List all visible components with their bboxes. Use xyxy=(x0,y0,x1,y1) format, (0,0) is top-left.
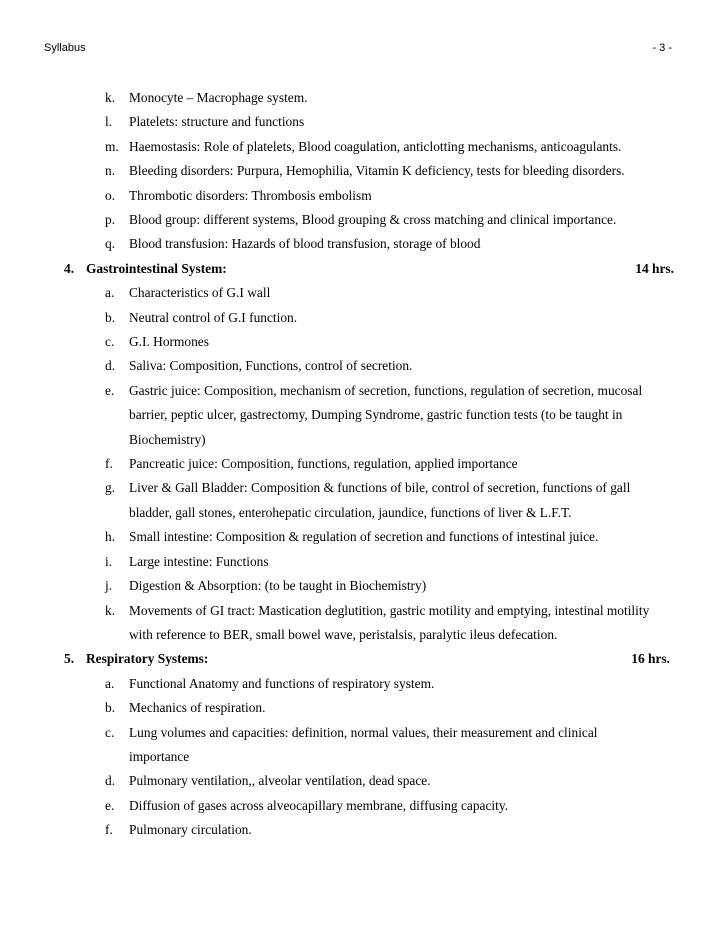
item-letter: k. xyxy=(105,90,116,105)
item-text: bladder, gall stones, enterohepatic circulation, jaundice, functions of liver & L.F.T. xyxy=(129,504,572,520)
item-letter: c. xyxy=(105,334,115,350)
list-item xyxy=(0,794,728,818)
item-text: Diffusion of gases across alveocapillary membrane, diffusing capacity. xyxy=(129,797,509,813)
item-text: Monocyte – Macrophage system. xyxy=(129,90,308,105)
item-letter: p. xyxy=(105,212,116,228)
section-heading-respiratory xyxy=(0,647,728,671)
item-text: Bleeding disorders: Purpura, Hemophilia, Vitamin K deficiency, tests for bleeding disorders. xyxy=(129,163,625,179)
item-text: Platelets: structure and functions xyxy=(129,114,305,130)
item-text: Liver & Gall Bladder: Composition & functions of bile, control of secretion, functions of gall xyxy=(129,480,631,496)
item-letter: a. xyxy=(105,675,115,691)
list-item xyxy=(0,184,728,208)
item-text: Pulmonary ventilation,, alveolar ventilation, dead space. xyxy=(129,773,431,789)
syllabus-content xyxy=(0,86,728,843)
item-text: Gastric juice: Composition, mechanism of secretion, functions, regulation of secretion, mucosal xyxy=(129,382,643,398)
item-letter: m. xyxy=(105,138,119,154)
item-text: Biochemistry) xyxy=(129,431,206,447)
list-item xyxy=(0,86,728,110)
item-text: with reference to BER, small bowel wave, peristalsis, paralytic ileus defecation. xyxy=(129,626,558,642)
item-letter: h. xyxy=(105,529,116,545)
list-item xyxy=(0,379,728,452)
list-item xyxy=(0,135,728,159)
list-item xyxy=(0,452,728,476)
item-text: Mechanics of respiration. xyxy=(129,700,266,716)
item-text: Movements of GI tract: Mastication deglutition, gastric motility and emptying, intestinal motility xyxy=(129,602,650,618)
section-hours: 16 hrs. xyxy=(631,651,670,667)
item-letter: f. xyxy=(105,456,113,472)
section-heading-gastrointestinal xyxy=(0,257,728,281)
list-item xyxy=(0,599,728,648)
item-letter: o. xyxy=(105,187,116,203)
list-item xyxy=(0,110,728,134)
item-text: Neutral control of G.I function. xyxy=(129,309,298,325)
item-letter: e. xyxy=(105,382,115,398)
list-item xyxy=(0,281,728,305)
item-letter: i. xyxy=(105,553,113,569)
item-letter: n. xyxy=(105,163,116,179)
list-item xyxy=(0,818,728,842)
section-hours: 14 hrs. xyxy=(635,260,674,276)
list-item xyxy=(0,208,728,232)
item-letter: q. xyxy=(105,236,116,252)
item-letter: b. xyxy=(105,700,116,716)
item-letter: d. xyxy=(105,773,116,789)
list-item xyxy=(0,672,728,696)
item-text: G.I. Hormones xyxy=(129,334,209,350)
item-text: Digestion & Absorption: (to be taught in Biochemistry) xyxy=(129,578,427,594)
header-title: Syllabus xyxy=(44,42,86,54)
page-header xyxy=(44,42,672,58)
item-letter: d. xyxy=(105,358,116,374)
item-letter: k. xyxy=(105,602,116,618)
page-number: - 3 - xyxy=(652,42,672,54)
item-text: Lung volumes and capacities: definition, normal values, their measurement and clinical xyxy=(129,724,598,740)
item-letter: e. xyxy=(105,797,115,813)
item-text: Saliva: Composition, Functions, control of secretion. xyxy=(129,358,413,374)
item-text: Blood group: different systems, Blood grouping & cross matching and clinical importance. xyxy=(129,212,617,228)
list-item xyxy=(0,306,728,330)
list-item xyxy=(0,330,728,354)
item-letter: f. xyxy=(105,822,113,838)
list-item xyxy=(0,525,728,549)
list-item xyxy=(0,721,728,770)
list-item xyxy=(0,159,728,183)
item-text: Pancreatic juice: Composition, functions, regulation, applied importance xyxy=(129,456,518,472)
item-letter: g. xyxy=(105,480,116,496)
item-letter: j. xyxy=(105,578,113,594)
section-number: 5. xyxy=(64,651,75,667)
list-item xyxy=(0,696,728,720)
item-letter: l. xyxy=(105,114,113,130)
list-item xyxy=(0,550,728,574)
item-text: Small intestine: Composition & regulation of secretion and functions of intestinal juice. xyxy=(129,529,599,545)
blood-list xyxy=(0,86,728,257)
item-letter: b. xyxy=(105,309,116,325)
gastrointestinal-list xyxy=(0,281,728,647)
item-text: Blood transfusion: Hazards of blood transfusion, storage of blood xyxy=(129,236,481,252)
item-text: importance xyxy=(129,748,190,764)
section-number: 4. xyxy=(64,260,75,276)
item-letter: c. xyxy=(105,724,115,740)
list-item xyxy=(0,476,728,525)
item-letter: a. xyxy=(105,285,115,301)
item-text: Pulmonary circulation. xyxy=(129,822,252,838)
list-item xyxy=(0,769,728,793)
respiratory-list xyxy=(0,672,728,843)
list-item xyxy=(0,232,728,256)
item-text: Large intestine: Functions xyxy=(129,553,269,569)
list-item xyxy=(0,574,728,598)
item-text: Thrombotic disorders: Thrombosis embolism xyxy=(129,187,372,203)
list-item xyxy=(0,354,728,378)
section-title: Gastrointestinal System: xyxy=(86,260,227,276)
item-text: Haemostasis: Role of platelets, Blood coagulation, anticlotting mechanisms, anticoagulants. xyxy=(129,138,622,154)
item-text: Functional Anatomy and functions of respiratory system. xyxy=(129,675,435,691)
item-text: Characteristics of G.I wall xyxy=(129,285,271,301)
item-text: barrier, peptic ulcer, gastrectomy, Dumping Syndrome, gastric function tests (to be taught in xyxy=(129,407,623,423)
section-title: Respiratory Systems: xyxy=(86,651,209,667)
